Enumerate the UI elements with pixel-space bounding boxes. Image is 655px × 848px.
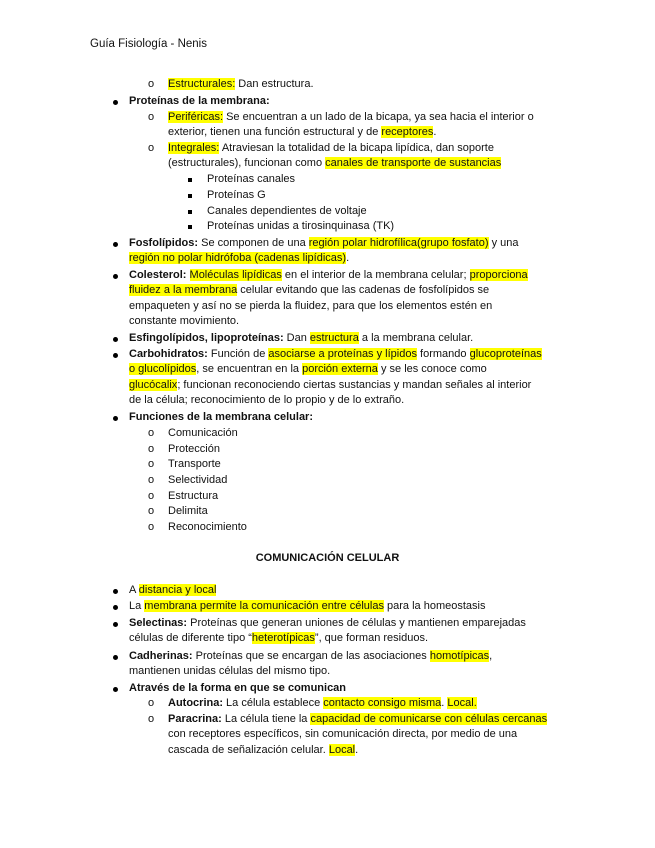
- text-line: [168, 125, 436, 140]
- highlighted-text: Moléculas lipídicas: [189, 269, 282, 281]
- text-line: [168, 156, 501, 171]
- text-line: [129, 299, 492, 314]
- section-title: COMUNICACIÓN CELULAR: [255, 552, 400, 564]
- bold-text: Paracrina:: [168, 713, 222, 725]
- text-line: [129, 283, 489, 298]
- text-span: Dan: [283, 332, 310, 344]
- text-span: constante movimiento.: [129, 315, 240, 327]
- sub-bullet-icon: o: [148, 458, 155, 470]
- text-span: .: [346, 252, 350, 264]
- bold-text: Funciones de la membrana celular:: [129, 411, 314, 423]
- highlighted-text: distancia y local: [138, 584, 217, 596]
- text-span: en el interior de la membrana celular;: [281, 269, 470, 281]
- text-line: [168, 520, 247, 535]
- bold-text: Carbohidratos:: [129, 348, 208, 360]
- highlighted-text: Integrales:: [168, 142, 220, 154]
- text-line: [168, 77, 314, 92]
- square-bullet-icon: [188, 225, 192, 229]
- text-span: .: [441, 697, 448, 709]
- text-line: [168, 457, 221, 472]
- sub-bullet-icon: o: [148, 443, 155, 455]
- text-line: [168, 504, 208, 519]
- text-line: [129, 599, 485, 614]
- text-line: [168, 442, 220, 457]
- text-span: Proteínas que se encargan de las asociaciones: [192, 650, 430, 662]
- highlighted-text: canales de transporte de sustancias: [325, 157, 502, 169]
- text-line: [129, 347, 542, 362]
- text-span: formando: [416, 348, 470, 360]
- text-line: [207, 188, 266, 203]
- square-bullet-icon: [188, 210, 192, 214]
- text-span: Reconocimiento: [168, 521, 247, 533]
- text-line: [129, 583, 216, 598]
- bullet-icon: [113, 100, 118, 105]
- highlighted-text: capacidad de comunicarse con células cercanas: [310, 713, 548, 725]
- bullet-icon: [113, 353, 118, 358]
- highlighted-text: glucoproteínas: [469, 348, 542, 360]
- text-span: Comunicación: [168, 427, 238, 439]
- text-span: Transporte: [168, 458, 221, 470]
- text-span: a la membrana celular.: [358, 332, 474, 344]
- text-line: [168, 426, 238, 441]
- text-span: (estructurales), funcionan como: [168, 157, 326, 169]
- bullet-icon: [113, 687, 118, 692]
- highlighted-text: porción externa: [302, 363, 378, 375]
- bullet-icon: [113, 655, 118, 660]
- highlighted-text: región no polar hidrófoba (cadenas lipídicas): [129, 252, 347, 264]
- highlighted-text: asociarse a proteínas y lípidos: [268, 348, 417, 360]
- text-span: La célula tiene la: [221, 713, 311, 725]
- text-span: mantienen unidas células del mismo tipo.: [129, 665, 331, 677]
- text-span: de la célula; reconocimiento de lo propio y de lo extraño.: [129, 394, 405, 406]
- text-span: Proteínas canales: [207, 173, 296, 185]
- bold-text: Selectinas:: [129, 617, 188, 629]
- text-line: [168, 743, 358, 758]
- highlighted-text: Periféricas:: [168, 111, 224, 123]
- text-span: empaqueten y así no se pierda la fluidez, para que los elementos estén en: [129, 300, 493, 312]
- text-span: La: [129, 600, 145, 612]
- text-line: [129, 268, 528, 283]
- sub-bullet-icon: o: [148, 142, 155, 154]
- highlighted-text: membrana permite la comunicación entre células: [144, 600, 384, 612]
- text-line: [168, 727, 517, 742]
- text-line: [129, 378, 531, 393]
- text-span: células de diferente tipo “: [129, 632, 252, 644]
- bold-text: Proteínas de la membrana:: [129, 95, 270, 107]
- text-span: Proteínas que generan uniones de células y mantienen emparejadas: [187, 617, 526, 629]
- square-bullet-icon: [188, 178, 192, 182]
- highlighted-text: Local: [328, 744, 356, 756]
- text-span: ,: [489, 650, 493, 662]
- text-line: [168, 696, 477, 711]
- text-line: [168, 473, 227, 488]
- text-span: exterior, tienen una función estructural y de: [168, 126, 382, 138]
- bullet-icon: [113, 589, 118, 594]
- bold-text: Cadherinas:: [129, 650, 193, 662]
- text-line: [129, 94, 270, 109]
- text-span: ; funcionan reconociendo ciertas sustancias y mandan señales al interior: [177, 379, 532, 391]
- highlighted-text: heterotípicas: [251, 632, 315, 644]
- sub-bullet-icon: o: [148, 111, 155, 123]
- highlighted-text: Estructurales:: [168, 78, 236, 90]
- page-header: Guía Fisiología - Nenis: [90, 38, 207, 50]
- highlighted-text: homotípicas: [429, 650, 490, 662]
- text-line: [129, 236, 518, 251]
- text-line: [207, 219, 394, 234]
- text-line: [168, 489, 218, 504]
- text-line: [168, 110, 534, 125]
- text-line: [129, 314, 239, 329]
- sub-bullet-icon: o: [148, 521, 155, 533]
- text-line: [129, 393, 404, 408]
- bold-text: Fosfolípidos:: [129, 237, 199, 249]
- text-span: Se componen de una: [198, 237, 309, 249]
- highlighted-text: proporciona: [469, 269, 528, 281]
- text-span: .: [355, 744, 359, 756]
- text-span: y una: [488, 237, 519, 249]
- text-span: y se les conoce como: [377, 363, 487, 375]
- text-span: con receptores específicos, sin comunicación directa, por medio de una: [168, 728, 518, 740]
- highlighted-text: receptores: [381, 126, 434, 138]
- text-span: Dan estructura.: [235, 78, 314, 90]
- text-span: Se encuentran a un lado de la bicapa, ya sea hacia el interior o: [223, 111, 534, 123]
- text-span: Delimita: [168, 505, 208, 517]
- text-span: cascada de señalización celular.: [168, 744, 329, 756]
- text-line: [129, 410, 313, 425]
- text-span: .: [433, 126, 437, 138]
- bold-text: Autocrina:: [168, 697, 223, 709]
- text-line: [207, 172, 295, 187]
- bullet-icon: [113, 337, 118, 342]
- highlighted-text: estructura: [309, 332, 359, 344]
- text-span: La célula establece: [223, 697, 324, 709]
- text-line: [168, 712, 547, 727]
- sub-bullet-icon: o: [148, 474, 155, 486]
- text-line: [129, 649, 492, 664]
- bullet-icon: [113, 622, 118, 627]
- sub-bullet-icon: o: [148, 505, 155, 517]
- highlighted-text: fluidez a la membrana: [129, 284, 238, 296]
- bold-text: Colesterol:: [129, 269, 187, 281]
- text-span: Proteínas unidas a tirosinquinasa (TK): [207, 220, 395, 232]
- text-span: Canales dependientes de voltaje: [207, 205, 367, 217]
- bullet-icon: [113, 416, 118, 421]
- sub-bullet-icon: o: [148, 490, 155, 502]
- bold-text: Através de la forma en que se comunican: [129, 682, 347, 694]
- text-line: [129, 616, 526, 631]
- text-span: Selectividad: [168, 474, 228, 486]
- text-line: [129, 251, 349, 266]
- text-span: A: [129, 584, 139, 596]
- sub-bullet-icon: o: [148, 427, 155, 439]
- text-span: celular evitando que las cadenas de fosfolípidos se: [237, 284, 490, 296]
- bullet-icon: [113, 605, 118, 610]
- text-span: Proteínas G: [207, 189, 266, 201]
- text-line: [207, 204, 367, 219]
- highlighted-text: contacto consigo misma: [323, 697, 442, 709]
- sub-bullet-icon: o: [148, 713, 155, 725]
- text-line: [129, 331, 473, 346]
- text-span: Estructura: [168, 490, 219, 502]
- highlighted-text: glucócalix: [129, 379, 178, 391]
- text-span: Función de: [207, 348, 269, 360]
- text-line: [129, 664, 330, 679]
- highlighted-text: o glucolípidos: [129, 363, 197, 375]
- highlighted-text: Local.: [447, 697, 477, 709]
- bold-text: Esfingolípidos, lipoproteínas:: [129, 332, 284, 344]
- text-line: [129, 631, 428, 646]
- highlighted-text: región polar hidrofílica(grupo fosfato): [308, 237, 489, 249]
- text-span: para la homeostasis: [383, 600, 486, 612]
- text-span: Atraviesan la totalidad de la bicapa lipídica, dan soporte: [219, 142, 494, 154]
- bullet-icon: [113, 242, 118, 247]
- sub-bullet-icon: o: [148, 78, 155, 90]
- text-line: [168, 141, 494, 156]
- text-line: [129, 681, 346, 696]
- square-bullet-icon: [188, 194, 192, 198]
- sub-bullet-icon: o: [148, 697, 155, 709]
- text-span: ”, que forman residuos.: [314, 632, 429, 644]
- text-span: Protección: [168, 443, 220, 455]
- text-line: [129, 362, 487, 377]
- bullet-icon: [113, 274, 118, 279]
- text-span: , se encuentran en la: [196, 363, 303, 375]
